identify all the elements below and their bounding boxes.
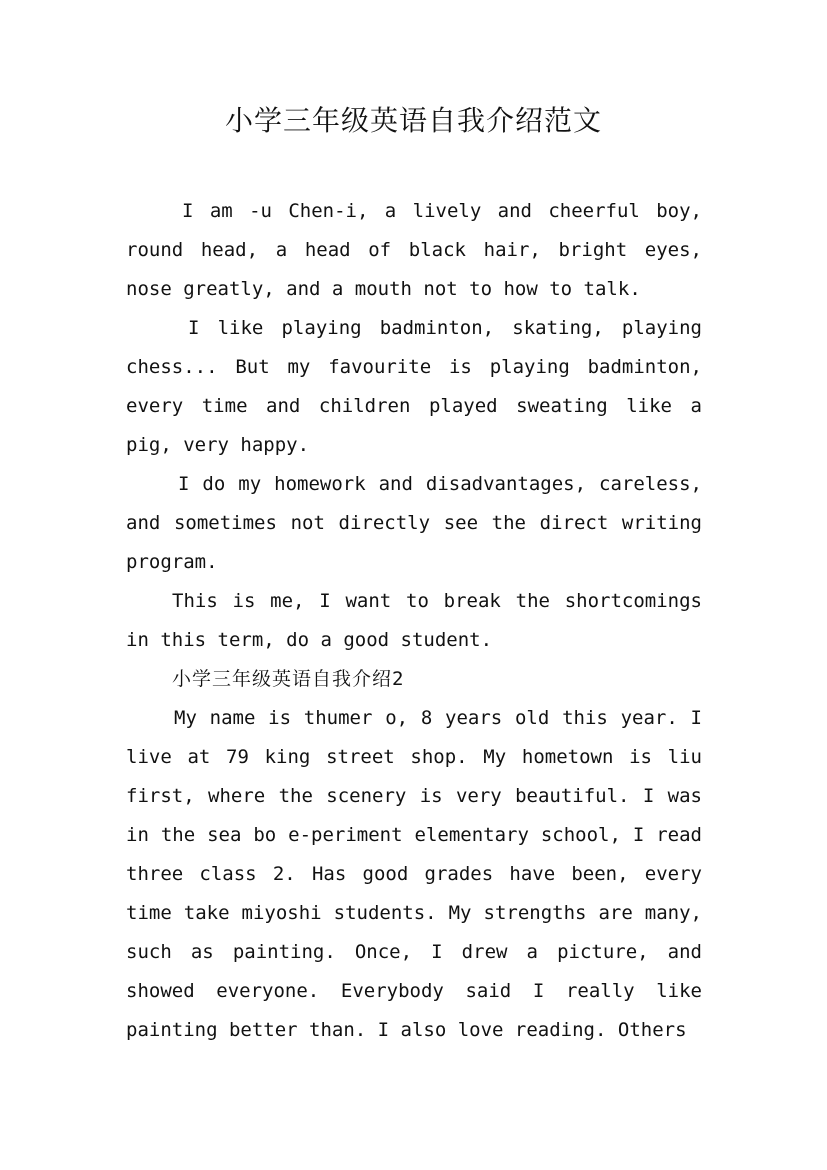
document-title: 小学三年级英语自我介绍范文	[224, 104, 602, 137]
paragraph-2: I like playing badminton, skating, playing chess... But my favourite is playing badminton, every time and children played sweating like a pig, very happy.	[126, 317, 702, 456]
document-body	[126, 192, 702, 1050]
paragraph-4: This is me, I want to break the shortcomings in this term, do a good student.	[126, 590, 702, 651]
paragraph-1: I am -u Chen-i, a lively and cheerful boy, round head, a head of black hair, bright eyes, nose greatly, and a mouth not to how to talk.	[126, 200, 702, 300]
section-2-heading: 小学三年级英语自我介绍2	[172, 668, 405, 690]
paragraph-3: I do my homework and disadvantages, careless, and sometimes not directly see the direct writing program.	[126, 473, 702, 573]
section-2-paragraph: My name is thumer o, 8 years old this year. I live at 79 king street shop. My hometown is liu first, where the scenery is very beautiful. I was in the sea bo e-periment elementary school, I read three class 2. Has good grades have been, every time take miyoshi students. My strengths are many, such as painting. Once, I drew a picture, and showed everyone. Everybody said I really like painting better than. I also love reading. Others	[126, 707, 702, 1041]
